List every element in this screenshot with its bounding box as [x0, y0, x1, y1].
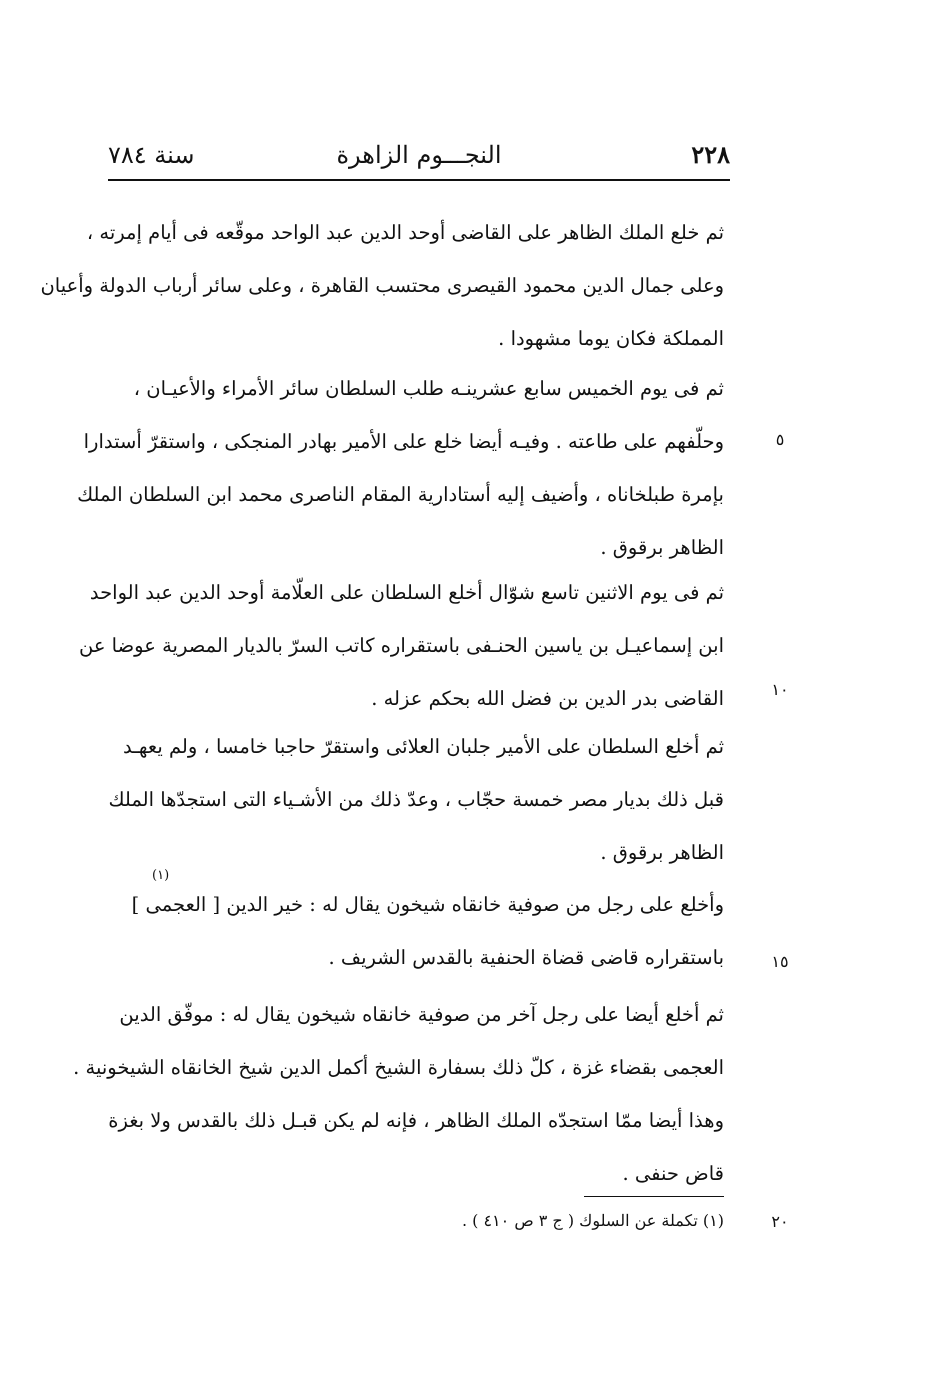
paragraph-1 [40, 206, 724, 365]
text-line: وحلّفهم على طاعته . وفيـه أيضا خلع على الأمير بهادر المنجكى ، واستقرّ أستدارا [83, 430, 724, 453]
paragraph-3 [79, 566, 724, 725]
page-number: ٢٢٨ [691, 140, 730, 169]
text-line: الظاهر برقوق . [600, 841, 724, 864]
paragraph-4 [108, 720, 724, 879]
text-line: قاض حنفى . [622, 1162, 724, 1185]
text-line: بإمرة طبلخاناه ، وأضيف إليه أستادارية المقام الناصرى محمد ابن السلطان الملك [77, 483, 724, 506]
text-line: ثم خلع الملك الظاهر على القاضى أوحد الدين عبد الواحد موقّعه فى أيام إمرته ، [86, 221, 724, 244]
text-line: باستقراره قاضى قضاة الحنفية بالقدس الشريف . [328, 946, 724, 969]
running-title: النجـــوم الزاهرة [336, 141, 502, 169]
line-number-20: ٢٠ [771, 1212, 789, 1231]
paragraph-6 [73, 988, 724, 1200]
line-number-5: ٥ [775, 430, 785, 449]
text-line: الظاهر برقوق . [600, 536, 724, 559]
text-line: ابن إسماعيـل بن ياسين الحنـفى باستقراره كاتب السرّ بالديار المصرية عوضا عن [79, 634, 724, 657]
line-number-15: ١٥ [771, 952, 789, 971]
text-line: المملكة فكان يوما مشهودا . [498, 327, 724, 350]
text-line: ثم أخلع السلطان على الأمير جلبان العلائى واستقرّ حاجبا خامسا ، ولم يعهـد [122, 735, 724, 758]
text-line: وعلى جمال الدين محمود القيصرى محتسب القاهرة ، وعلى سائر أرباب الدولة وأعيان [40, 274, 724, 297]
text-line: القاضى بدر الدين بن فضل الله بحكم عزله . [371, 687, 724, 710]
year-label: سنة ٧٨٤ [108, 141, 195, 169]
line-number-10: ١٠ [771, 680, 789, 699]
paragraph-2 [77, 362, 724, 574]
paragraph-5 [118, 878, 724, 984]
footnote: (١) تكملة عن السلوك ( ج ٣ ص ٤١٠ ) . [461, 1211, 724, 1230]
text-line: ثم فى يوم الاثنين تاسع شوّال أخلع السلطان على العلّامة أوحد الدين عبد الواحد [89, 581, 724, 604]
text-line: وهذا أيضا ممّا استجدّه الملك الظاهر ، فإنه لم يكن قبـل ذلك بالقدس ولا بغزة [108, 1109, 724, 1132]
footnote-rule [584, 1196, 724, 1197]
header-rule [108, 179, 730, 181]
text-line: قبل ذلك بديار مصر خمسة حجّاب ، وعدّ ذلك من الأشـياء التى استجدّها الملك [108, 788, 724, 811]
text-line: العجمى بقضاء غزة ، كلّ ذلك بسفارة الشيخ أكمل الدين شيخ الخانقاه الشيخونية . [73, 1056, 724, 1079]
running-header [108, 135, 730, 175]
footnote-marker: (١) [152, 868, 170, 883]
text-line: ثم فى يوم الخميس سابع عشرينـه طلب السلطان سائر الأمراء والأعيـان ، [133, 377, 724, 400]
text-line: ثم أخلع أيضا على رجل آخر من صوفية خانقاه شيخون يقال له : موفّق الدين [119, 1003, 724, 1026]
text-line: وأخلع على رجل من صوفية خانقاه شيخون يقال له : خير الدين [ العجمى ] [131, 893, 724, 916]
